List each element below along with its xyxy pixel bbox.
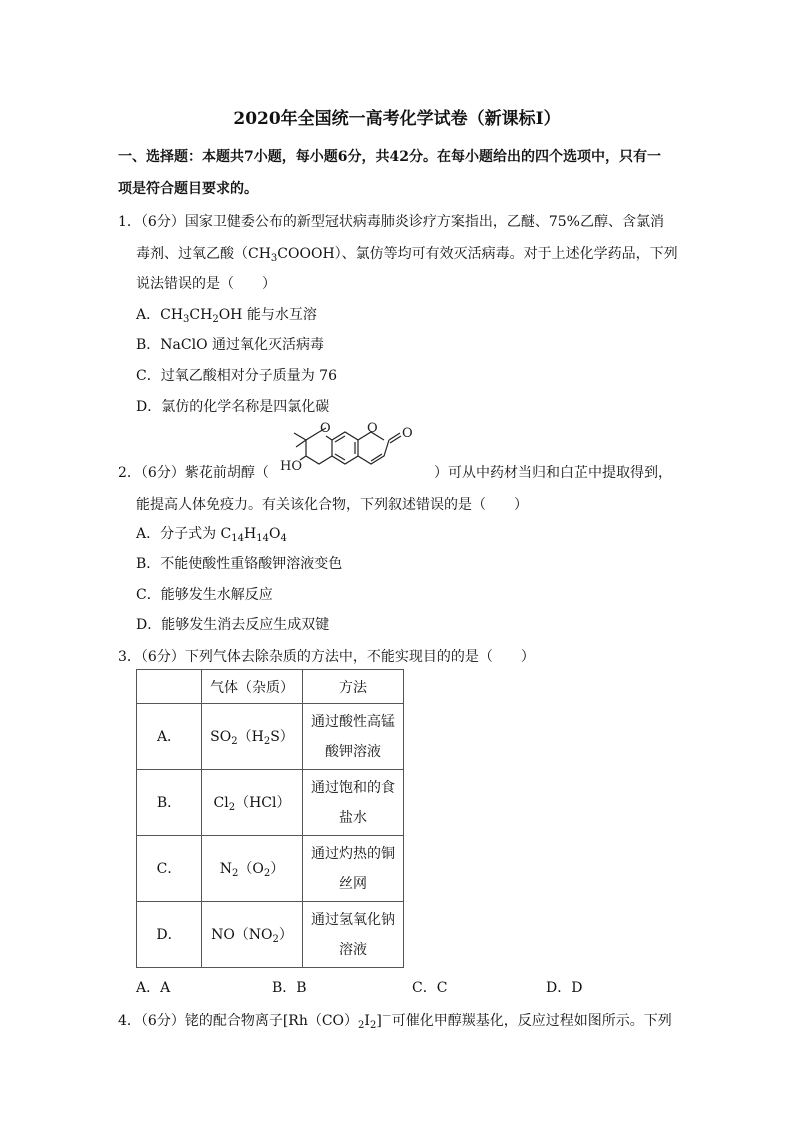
q1-option-a-sub1: 3 [183, 314, 190, 325]
q4-text3: ] [376, 1013, 382, 1029]
q4-sub2: 2 [369, 1020, 377, 1031]
row-label-text: C． [156, 860, 182, 877]
table-row [137, 770, 404, 836]
page-title: 2020年全国统一高考化学试卷（新课标Ⅰ） [233, 109, 561, 129]
q1-line2 [136, 243, 678, 263]
q2-line2: 能提高人体免疫力。有关该化合物，下列叙述错误的是（ ） [136, 497, 528, 513]
method-line1: 通过氢氧化钠 [311, 911, 395, 928]
q2-stem-line1a: 紫花前胡醇（ [184, 465, 269, 481]
row-label [137, 770, 202, 836]
q1-line3: 说法错误的是（ ） [136, 276, 276, 292]
gas-text: （O [238, 860, 264, 877]
q2-option-a-text1: A．分子式为 C [136, 526, 232, 542]
q2-option-a-sub2: 14 [256, 533, 269, 544]
row-label-text: B． [156, 794, 182, 811]
gas-text: NO（NO [211, 926, 273, 943]
q2-line1b: ）可从中药材当归和白芷中提取得到， [434, 465, 672, 481]
q4-text2: I [364, 1013, 370, 1029]
q1-option-a-text1: A．CH [136, 307, 184, 323]
q3-choice-d[interactable]: D．D [546, 980, 583, 996]
structure-ring-oxygen-2: O [367, 421, 378, 436]
q1-option-b[interactable]: B．NaClO 通过氧化灭活病毒 [136, 337, 325, 353]
q3-table [136, 669, 404, 968]
q1-option-a-text3: OH 能与水互溶 [218, 307, 317, 323]
q1-subscript: 3 [270, 253, 278, 264]
table-row [137, 836, 404, 902]
gas-sub: 2 [232, 867, 239, 879]
gas-text: （HCl） [235, 794, 291, 811]
method-cell [303, 704, 404, 770]
q3-choice-c[interactable]: C．C [412, 980, 448, 996]
table-header-row [137, 670, 404, 704]
gas-sub: 2 [228, 801, 236, 813]
table-header-cell: 气体（杂质） [202, 670, 303, 704]
q4-line1 [118, 1010, 672, 1030]
q3-choice-a[interactable]: A．A [136, 980, 171, 996]
q2-number: 2．（6分） [118, 465, 185, 481]
table-header-cell: 方法 [303, 670, 404, 704]
structure-ring-oxygen-1: O [320, 421, 331, 436]
gas-text: ） [270, 860, 285, 877]
section-heading-line2: 项是符合题目要求的。 [118, 181, 258, 197]
method-line1: 通过饱和的食 [311, 779, 395, 796]
gas-text: SO [210, 728, 232, 745]
q4-sub1: 2 [358, 1020, 365, 1031]
table-row [137, 902, 404, 968]
gas-text: S） [270, 728, 294, 745]
q4-charge: － [381, 1011, 392, 1022]
gas-text: N [219, 860, 232, 877]
gas-formula [202, 920, 302, 950]
q4-text1: 铑的配合物离子[Rh（CO） [184, 1013, 359, 1029]
gas-formula [202, 788, 302, 818]
method-line2: 盐水 [339, 809, 367, 826]
gas-cell [202, 770, 303, 836]
method-line2: 丝网 [339, 875, 367, 892]
row-label [137, 836, 202, 902]
q2-option-c[interactable]: C．能够发生水解反应 [136, 587, 273, 603]
method-line1: 通过酸性高锰 [311, 713, 395, 730]
gas-text: Cl [213, 794, 229, 811]
gas-cell [202, 836, 303, 902]
row-label-text: D． [156, 926, 182, 943]
gas-sub: 2 [263, 867, 271, 879]
method-cell [303, 836, 404, 902]
gas-formula [202, 722, 302, 752]
q4-number: 4．（6分） [118, 1013, 185, 1029]
q3-number: 3．（6分） [118, 649, 185, 665]
method-line2: 溶液 [339, 941, 367, 958]
q2-option-d[interactable]: D．能够发生消去反应生成双键 [136, 617, 330, 633]
table-header-cell [137, 670, 202, 704]
chemical-structure-diagram [276, 420, 436, 480]
q1-line1 [118, 211, 664, 231]
method-line1: 通过灼热的铜 [311, 845, 395, 862]
q2-option-a[interactable] [136, 523, 287, 543]
gas-text: ） [278, 926, 293, 943]
q2-option-a-text3: O [268, 526, 281, 542]
row-label [137, 704, 202, 770]
q1-number: 1．（6分） [118, 214, 185, 230]
method-cell [303, 770, 404, 836]
q1-option-d[interactable]: D．氯仿的化学名称是四氯化碳 [136, 399, 330, 415]
row-label-text: A． [156, 728, 182, 745]
q4-text4: 可催化甲醇羰基化，反应过程如图所示。下列 [391, 1013, 672, 1029]
gas-cell [202, 902, 303, 968]
q3-choice-b[interactable]: B．B [272, 980, 307, 996]
gas-sub: 2 [263, 735, 271, 747]
q3-stem: 下列气体去除杂质的方法中，不能实现目的的是（ ） [184, 649, 535, 665]
q2-option-a-sub1: 14 [231, 533, 245, 544]
gas-sub: 2 [231, 735, 238, 747]
q2-option-b[interactable]: B．不能使酸性重铬酸钾溶液变色 [136, 556, 343, 572]
q1-stem-line2a: 毒剂、过氧乙酸（CH [136, 246, 271, 262]
q2-line1a [118, 462, 269, 482]
method-line2: 酸钾溶液 [325, 743, 381, 760]
method-cell [303, 902, 404, 968]
q2-option-a-text2: H [244, 526, 257, 542]
q1-option-a-sub2: 2 [212, 314, 219, 325]
gas-cell [202, 704, 303, 770]
gas-formula [202, 854, 302, 884]
q1-option-c[interactable]: C．过氧乙酸相对分子质量为 76 [136, 368, 337, 384]
q2-option-a-sub3: 4 [280, 533, 287, 544]
q1-stem-line1: 国家卫健委公布的新型冠状病毒肺炎诊疗方案指出，乙醚、75%乙醇、含氯消 [184, 214, 664, 230]
gas-text: （H [237, 728, 264, 745]
q1-option-a-text2: CH [189, 307, 213, 323]
q1-option-a[interactable] [136, 304, 317, 324]
q1-stem-line2b: COOOH）、氯仿等均可有效灭活病毒。对于上述化学药品，下列 [277, 246, 678, 262]
table-row [137, 704, 404, 770]
section-heading-line1: 一、选择题：本题共7小题，每小题6分，共42分。在每小题给出的四个选项中，只有一 [118, 149, 661, 165]
structure-carbonyl-oxygen: O [402, 426, 413, 441]
row-label [137, 902, 202, 968]
gas-sub: 2 [272, 933, 279, 945]
q3-line1 [118, 646, 535, 666]
structure-hydroxyl-label: HO [280, 459, 302, 474]
